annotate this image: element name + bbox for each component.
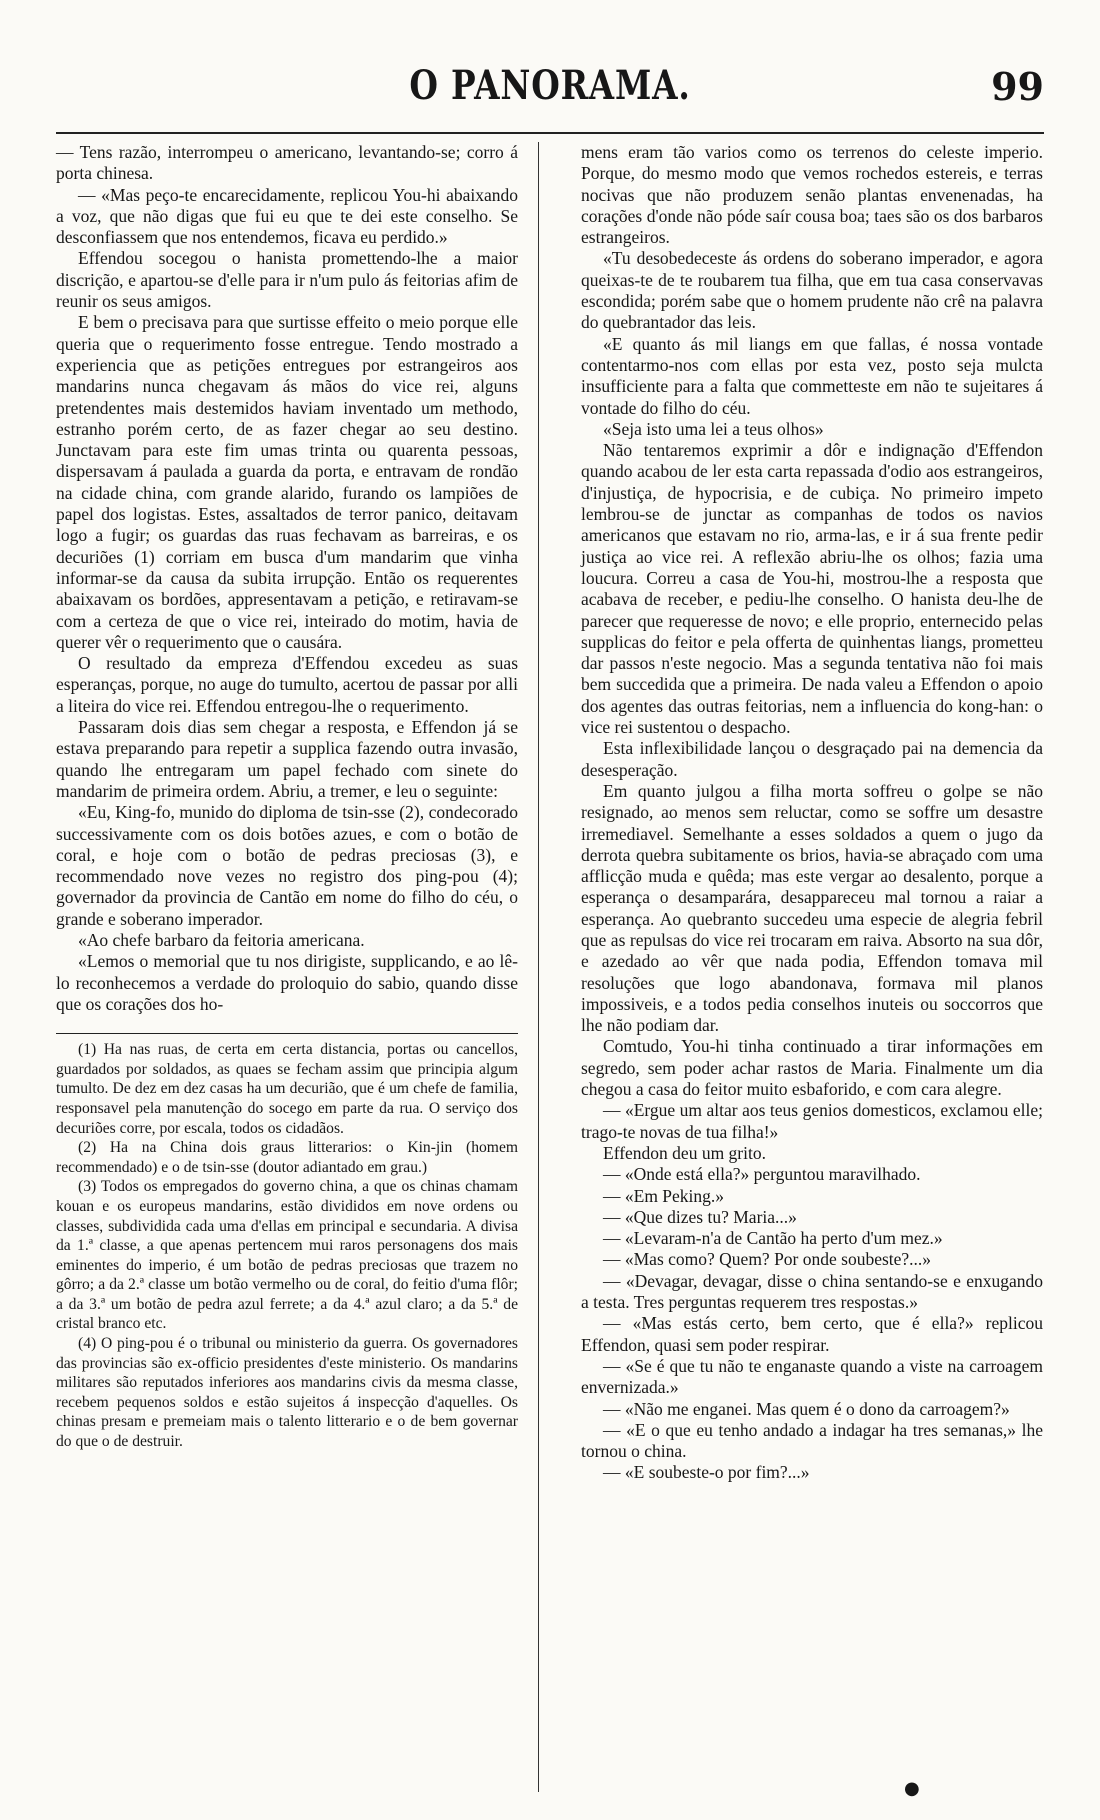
footnote: (1) Ha nas ruas, de certa em certa distancia, portas ou cancellos, guardados por soldados, as quaes se fecham assim que principia algum tumulto. De dez em dez casas ha um decurião, que é um chefe de familia, responsavel pela manutenção do socego em parte da rua. O serviço dos decuriões corre, por escala, todos os cidadãos. — [56, 1041, 518, 1137]
paragraph: Effendon deu um grito. — [603, 1142, 766, 1163]
paragraph: Não tentaremos exprimir a dôr e indignação d'Effendon quando acabou de ler esta carta repassada d'odio aos estrangeiros, d'injustiça, de hypocrisia, e de cubiça. No primeiro impeto lembrou-se de junctar as companhas de todos os navios americanos que estavam no rio, arma-las, e ir á sua frente pedir justiça ao vice rei. A reflexão abriu-lhe os olhos; fazia uma loucura. Correu a casa de You-hi, mostrou-lhe a resposta que acabava de receber, e pediu-lhe conselho. O hanista deu-lhe de parecer que requeresse de novo; e elle proprio, enternecido pelas supplicas do feitor e pela offerta de quinhentas liangs, prometteu dar passos n'este negocio. Mas a segunda tentativa não foi mais bem succedida que a primeira. De nada valeu a Effendon o apoio dos agentes das outras feitorias, nem a influencia do kong-han: o vice rei sustentou o despacho. — [581, 440, 1043, 738]
footnote: (4) O ping-pou é o tribunal ou ministerio da guerra. Os governadores das provincias são ex-officio presidentes d'este ministerio. Os mandarins militares são reputados inferiores aos mandarins civis da mesma classe, recebem pequenos soldos e estão sujeitos á inspecção d'aquelles. Os chinas presam e premeiam mais o talento litterario e o de bem governar do que o de destruir. — [56, 1335, 518, 1451]
paragraph: Em quanto julgou a filha morta soffreu o golpe se não resignado, ao menos sem reluctar, como se soffre um desastre irremediavel. Semelhante a esses soldados a quem o jugo da derrota quebra subitamente os brios, havia-se abraçado com uma afflicção muda e quêda; mas este vergar ao desalento, porque a esperança o desamparára, desappareceu mal tornou a raiar a esperança. Ao quebranto succedeu uma especie de alegria febril que as repulsas do vice rei trocaram em raiva. Absorto na sua dôr, e azedado ao vêr que nada podia, Effendon tomava mil resoluções que logo abandonava, formava mil planos impossiveis, e a todos pedia conselhos inuteis ou soccorros que lhe não podiam dar. — [581, 780, 1043, 1036]
paragraph: Effendou socegou o hanista promettendo-lhe a maior discrição, e apartou-se d'elle para ir n'um pulo ás feitorias afim de reunir os seus amigos. — [56, 248, 518, 312]
paragraph: «Seja isto uma lei a teus olhos» — [603, 418, 824, 439]
paragraph: «Lemos o memorial que tu nos dirigiste, supplicando, e ao lê-lo reconhecemos a verdade do proloquio do sabio, quando disse que os corações dos ho- — [56, 951, 518, 1014]
header-rule — [56, 132, 1044, 134]
dialogue-line: — «Mas como? Quem? Por onde soubeste?...» — [603, 1249, 932, 1270]
left-column — [56, 142, 518, 1792]
paragraph: mens eram tão varios como os terrenos do celeste imperio. Porque, do mesmo modo que vemos rochedos estereis, e terras nocivas que não produzem senão plantas envenenadas, ha corações d'onde não póde saír cousa boa; taes são os dos barbaros estrangeiros. — [581, 142, 1043, 248]
paragraph: O resultado da empreza d'Effendou excedeu as suas esperanças, porque, no auge do tumulto, acertou de passar por alli a liteira do vice rei. Effendou entregou-lhe o requerimento. — [56, 653, 518, 716]
dialogue-line: — «Que dizes tu? Maria...» — [603, 1206, 797, 1227]
paragraph: «Ao chefe barbaro da feitoria americana. — [78, 929, 365, 950]
footnote-rule — [56, 1033, 518, 1034]
end-mark: ● — [904, 1778, 920, 1799]
page-header — [56, 62, 1044, 122]
footnote: (2) Ha na China dois graus litterarios: o Kin-jin (homem recommendado) e o de tsin-sse (doutor adiantado em grau.) — [56, 1139, 518, 1176]
paragraph: — Tens razão, interrompeu o americano, levantando-se; corro á porta chinesa. — [56, 142, 518, 184]
left-body — [56, 142, 518, 1015]
dialogue-line: — «Não me enganei. Mas quem é o dono da carroagem?» — [603, 1398, 1010, 1419]
dialogue-line: — «Onde está ella?» perguntou maravilhado. — [603, 1164, 921, 1185]
paragraph: «Eu, King-fo, munido do diploma de tsin-sse (2), condecorado successivamente com os dois botões azues, e com o botão de coral, e hoje com o botão de pedras preciosas (3), e recommendado nove vezes no registro dos ping-pou (4); governador da provincia de Cantão em nome do filho do céu, o grande e soberano imperador. — [56, 802, 518, 929]
paragraph: Esta inflexibilidade lançou o desgraçado pai na demencia da desesperação. — [581, 738, 1043, 780]
dialogue-line: — «E soubeste-o por fim?...» — [603, 1462, 810, 1483]
page-number: 99 — [991, 64, 1044, 109]
paragraph: Comtudo, You-hi tinha continuado a tirar informações em segredo, sem poder achar rastos de Maria. Finalmente um dia chegou a casa do feitor muito esbaforido, e com cara alegre. — [581, 1036, 1043, 1100]
dialogue-line: — «E o que eu tenho andado a indagar ha tres semanas,» lhe tornou o china. — [581, 1419, 1043, 1462]
journal-title: O PANORAMA. — [409, 62, 691, 109]
dialogue-line: — «Devagar, devagar, disse o china sentando-se e enxugando a testa. Tres perguntas requerem tres respostas.» — [581, 1270, 1043, 1313]
dialogue-line: — «Mas estás certo, bem certo, que é ella?» replicou Effendon, quasi sem poder respirar. — [581, 1313, 1043, 1355]
dialogue-line: — «Levaram-n'a de Cantão ha perto d'um mez.» — [603, 1228, 943, 1249]
dialogue-line: — «Em Peking.» — [603, 1185, 725, 1206]
right-column — [581, 142, 1043, 1792]
paragraph: E bem o precisava para que surtisse effeito o meio porque elle queria que o requerimento fosse entregue. Tendo mostrado a experiencia que as petições entregues por estrangeiros aos mandarins nunca chegavam ás mãos do vice rei, alguns pretendentes mais destemidos haviam inventado um methodo, estranho porém certo, de as fazer chegar ao seu destino. Junctavam para este fim umas trinta ou quarenta pessoas, dispersavam á paulada a guarda da porta, e entravam de rondão na cidade china, com grande alarido, furando os lampiões de papel dos logistas. Estes, assaltados de terror panico, deitavam logo a fugir; os guardas das ruas fechavam as barreiras, e os decuriões (1) corriam em busca d'um mandarim que vinha informar-se da causa da subita irrupção. Então os requerentes abaixavam os bordões, appresentavam a petição, e retiravam-se com a certeza de que o vice rei, inteirado do motim, havia de querer vêr o requerimento que o causára. — [56, 312, 518, 652]
footnote: (3) Todos os empregados do governo china, a que os chinas chamam kouan e os europeus mandarins, estão divididos em nove ordens ou classes, subdividida cada uma d'ellas em principal e secundaria. A divisa da 1.ª classe, a que apenas pertencem mui raros personagens dos mais eminentes do imperio, é um botão de pedras preciosas que trazem no gôrro; a da 2.ª classe um botão vermelho ou de coral, do feitio d'uma flôr; a da 3.ª um botão de pedra azul ferrete; a da 4.ª azul claro; a da 5.ª de cristal branco etc. — [56, 1178, 518, 1333]
footnotes — [56, 1040, 518, 1451]
column-divider — [538, 142, 539, 1792]
paragraph: — «Mas peço-te encarecidamente, replicou You-hi abaixando a voz, que não digas que fui eu que te dei este conselho. Se desconfiassem que nos entendemos, ficava eu perdido.» — [56, 184, 518, 248]
dialogue-line: — «Se é que tu não te enganaste quando a viste na carroagem envernizada.» — [581, 1355, 1043, 1398]
dialogue-line: — «Ergue um altar aos teus genios domesticos, exclamou elle; trago-te novas de tua filha!» — [581, 1100, 1043, 1142]
paragraph: Passaram dois dias sem chegar a resposta, e Effendon já se estava preparando para repetir a supplica fazendo outra invasão, quando lhe entregaram um papel fechado com sinete do mandarim de primeira ordem. Abriu, a tremer, e leu o seguinte: — [56, 717, 518, 801]
paragraph: «E quanto ás mil liangs em que fallas, é nossa vontade contentarmo-nos com ellas por esta vez, posto seja mulcta insufficiente para a falta que commetteste em não te sujeitares á vontade do filho do céu. — [581, 333, 1043, 418]
paragraph: «Tu desobedeceste ás ordens do soberano imperador, e agora queixas-te de te roubarem tua filha, que em tua casa conservavas escondida; porém sabe que o homem prudente não crê na palavra do quebrantador das leis. — [581, 248, 1043, 333]
